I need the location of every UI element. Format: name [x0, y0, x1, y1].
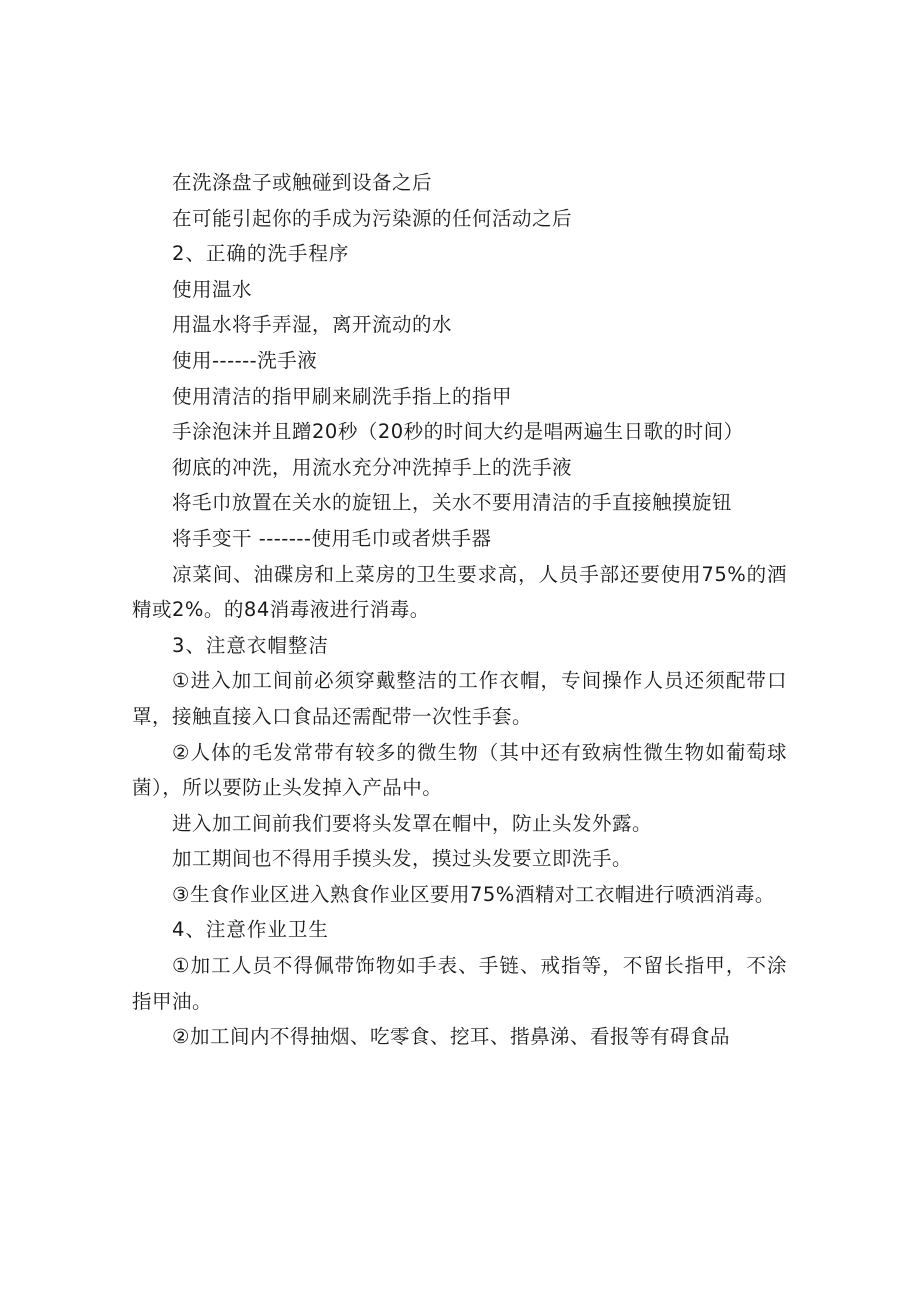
paragraph: 凉菜间、油碟房和上菜房的卫生要求高，人员手部还要使用75%的酒精或2%。的84消毒液进行消毒。: [132, 562, 787, 622]
paragraph: ①进入加工间前必须穿戴整洁的工作衣帽，专间操作人员还须配带口罩，接触直接入口食品还需配带一次性手套。: [132, 669, 787, 728]
paragraph: 彻底的冲洗，用流水充分冲洗掉手上的洗手液: [172, 455, 573, 479]
paragraph: ②加工间内不得抽烟、吃零食、挖耳、揩鼻涕、看报等有碍食品: [172, 1025, 730, 1049]
paragraph: ③生食作业区进入熟食作业区要用75%酒精对工衣帽进行喷洒消毒。: [172, 882, 775, 906]
paragraph: 在洗涤盘子或触碰到设备之后: [172, 171, 433, 194]
paragraph: 使用温水: [172, 277, 253, 301]
paragraph: ①加工人员不得佩带饰物如手表、手链、戒指等，不留长指甲，不涂指甲油。: [132, 954, 787, 1013]
section-heading: 2、正确的洗手程序: [172, 242, 350, 266]
paragraph: 将毛巾放置在关水的旋钮上，关水不要用清洁的手直接触摸旋钮: [172, 491, 733, 515]
paragraph: 使用------洗手液: [172, 348, 318, 372]
paragraph: 手涂泡沫并且蹭20秒（20秒的时间大约是唱两遍生日歌的时间）: [172, 420, 744, 444]
paragraph: ②人体的毛发常带有较多的微生物（其中还有致病性微生物如葡萄球菌），所以要防止头发掉入产品中。: [132, 740, 787, 800]
paragraph: 将手变干 -------使用毛巾或者烘手器: [172, 526, 492, 550]
document-body: [132, 165, 787, 1055]
section-heading: 4、注意作业卫生: [172, 918, 329, 942]
paragraph: 用温水将手弄湿，离开流动的水: [172, 313, 453, 337]
paragraph: 加工期间也不得用手摸头发，摸过头发要立即洗手。: [172, 847, 633, 871]
section-heading: 3、注意衣帽整洁: [172, 633, 329, 657]
paragraph: 在可能引起你的手成为污染源的任何活动之后: [172, 206, 573, 230]
paragraph: 进入加工间前我们要将头发罩在帽中，防止头发外露。: [172, 811, 653, 835]
paragraph: 使用清洁的指甲刷来刷洗手指上的指甲: [172, 384, 513, 408]
